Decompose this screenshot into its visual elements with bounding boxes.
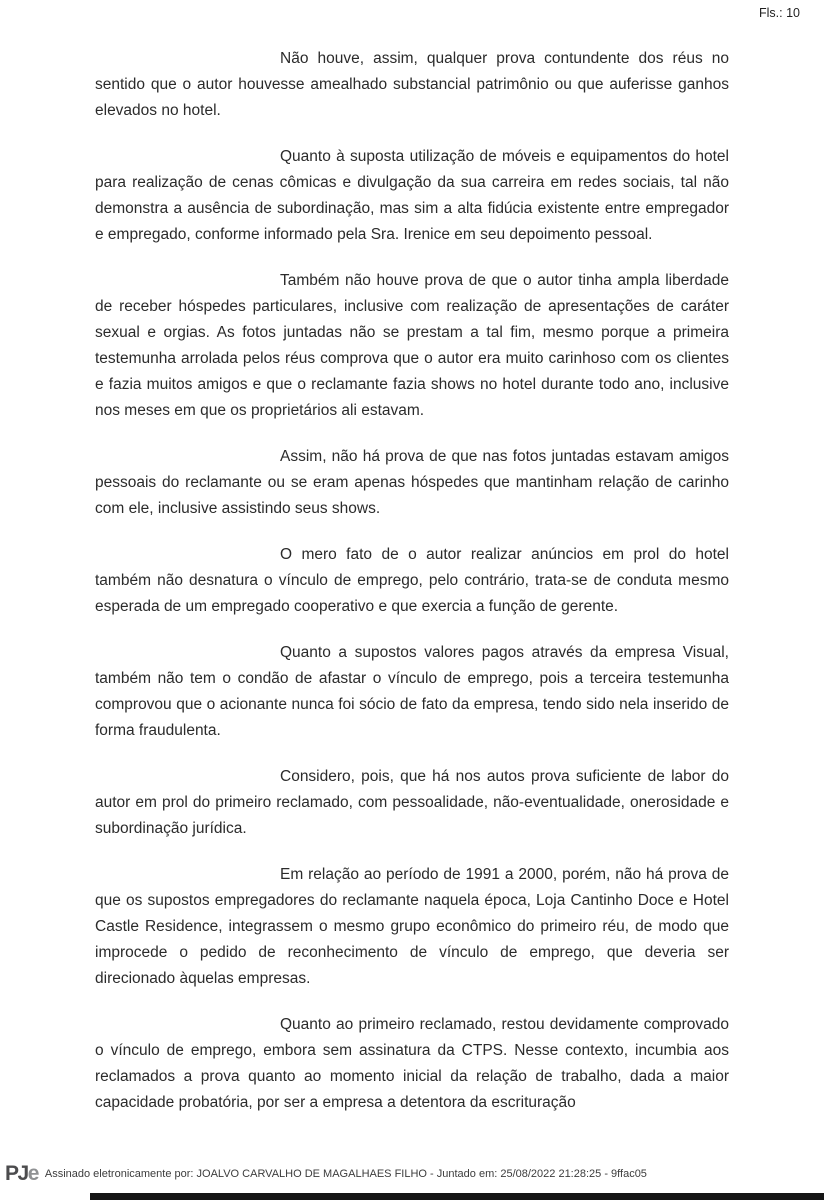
document-body [95, 46, 729, 1136]
paragraph: Quanto à suposta utilização de móveis e equipamentos do hotel para realização de cenas cômicas e divulgação da sua carreira em redes sociais, tal não demonstra a ausência de subordinação, mas sim a alta fidúcia existente entre empregador e empregado, conforme informado pela Sra. Irenice em seu depoimento pessoal. [95, 148, 729, 243]
folio-number: Fls.: 10 [759, 6, 800, 20]
paragraph: Em relação ao período de 1991 a 2000, porém, não há prova de que os supostos empregadores do reclamante naquela época, Loja Cantinho Doce e Hotel Castle Residence, integrassem o mesmo grupo econômico do primeiro réu, de modo que improcede o pedido de reconhecimento de vínculo de emprego, que deveria ser direcionado àquelas empresas. [95, 866, 729, 987]
paragraph: Também não houve prova de que o autor tinha ampla liberdade de receber hóspedes particulares, inclusive com realização de apresentações de caráter sexual e orgias. As fotos juntadas não se prestam a tal fim, mesmo porque a primeira testemunha arrolada pelos réus comprova que o autor era muito carinhoso com os clientes e fazia muitos amigos e que o reclamante fazia shows no hotel durante todo ano, inclusive nos meses em que os proprietários ali estavam. [95, 272, 729, 419]
next-page-edge [90, 1193, 824, 1200]
paragraph: O mero fato de o autor realizar anúncios em prol do hotel também não desnatura o vínculo de emprego, pelo contrário, trata-se de conduta mesmo esperada de um empregado cooperativo e que exercia a função de gerente. [95, 546, 729, 615]
paragraph: Considero, pois, que há nos autos prova suficiente de labor do autor em prol do primeiro reclamado, com pessoalidade, não-eventualidade, onerosidade e subordinação jurídica. [95, 768, 729, 837]
paragraph: Quanto a supostos valores pagos através da empresa Visual, também não tem o condão de afastar o vínculo de emprego, pois a terceira testemunha comprovou que o acionante nunca foi sócio de fato da empresa, tendo sido nela inserido de forma fraudulenta. [95, 644, 729, 739]
paragraph: Não houve, assim, qualquer prova contundente dos réus no sentido que o autor houvesse amealhado substancial patrimônio ou que auferisse ganhos elevados no hotel. [95, 50, 729, 119]
signature-text: Assinado eletronicamente por: JOALVO CARVALHO DE MAGALHAES FILHO - Juntado em: 25/08/2022 21:28:25 - 9ffac05 [44, 1167, 647, 1180]
signature-footer [5, 1163, 647, 1184]
pje-logo-pj: PJ [5, 1162, 28, 1185]
paragraph: Quanto ao primeiro reclamado, restou devidamente comprovado o vínculo de emprego, embora sem assinatura da CTPS. Nesse contexto, incumbia aos reclamados a prova quanto ao momento inicial da relação de trabalho, dada a maior capacidade probatória, por ser a empresa a detentora da escrituração [95, 1016, 729, 1111]
pje-logo-e: e [27, 1162, 38, 1185]
pje-logo [5, 1163, 38, 1184]
paragraph: Assim, não há prova de que nas fotos juntadas estavam amigos pessoais do reclamante ou se eram apenas hóspedes que mantinham relação de carinho com ele, inclusive assistindo seus shows. [95, 448, 729, 517]
